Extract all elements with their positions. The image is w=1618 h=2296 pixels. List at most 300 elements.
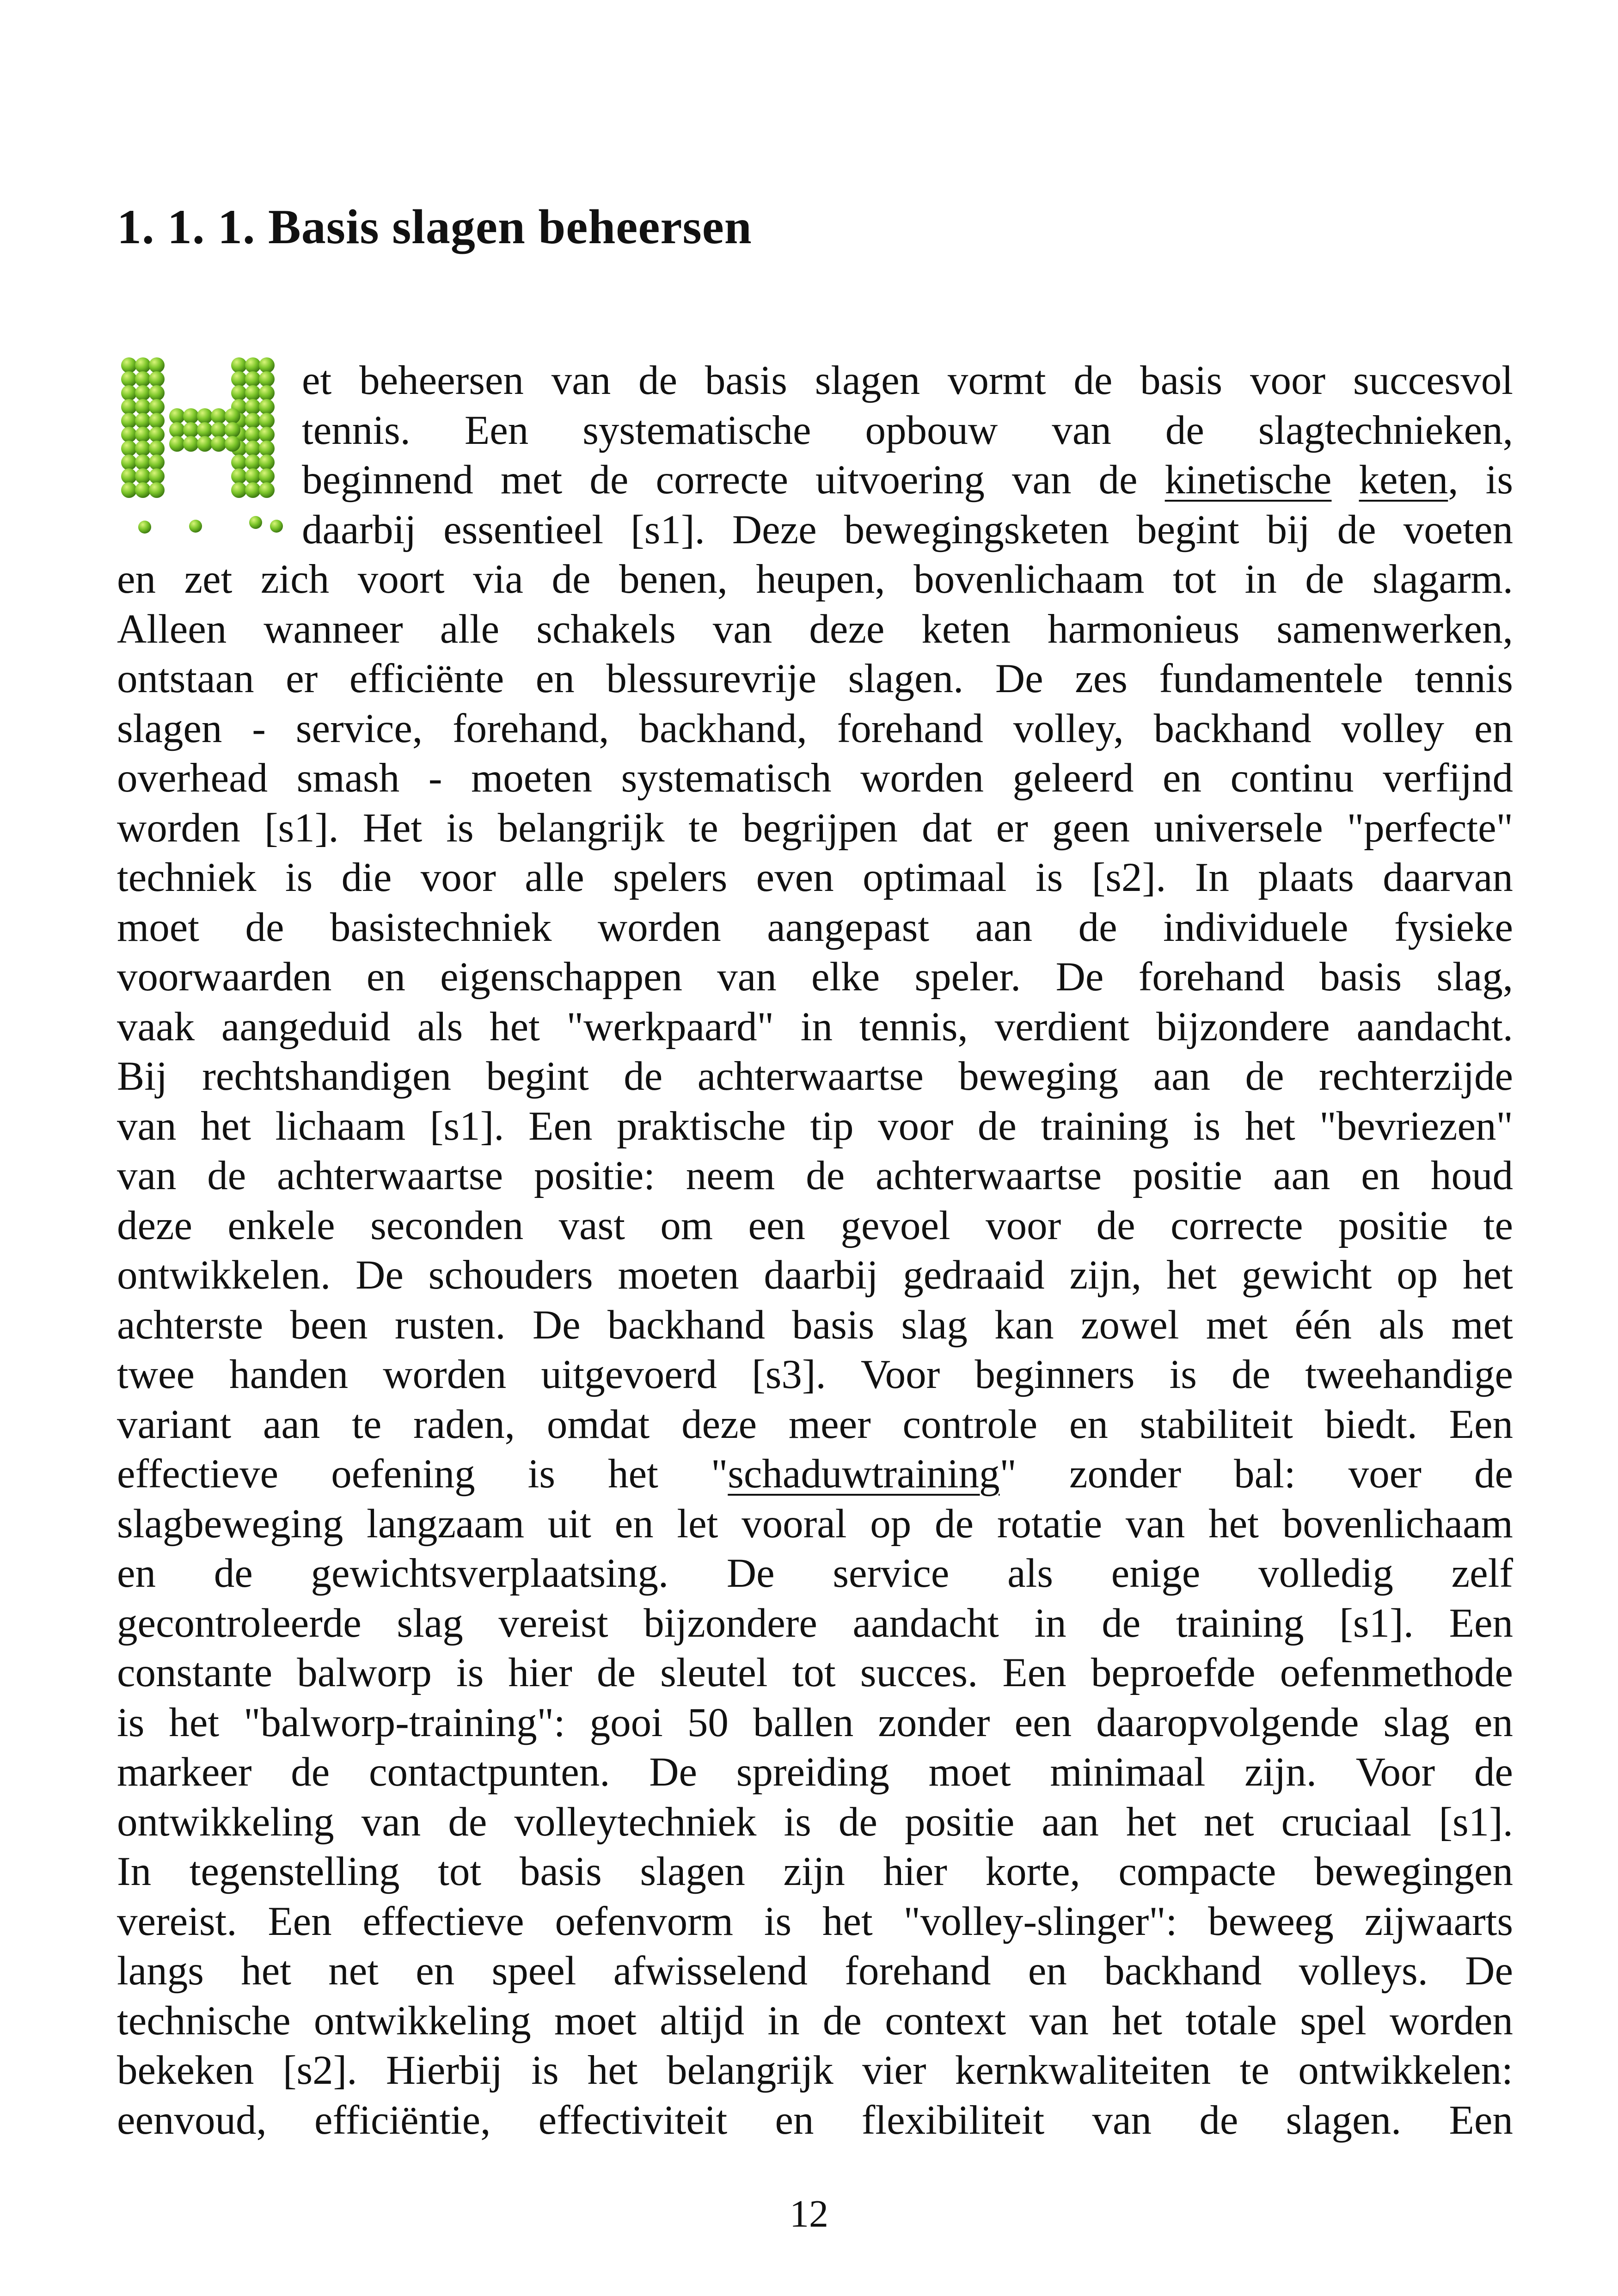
word-group (190, 1847, 400, 1897)
word-group (986, 1847, 1080, 1897)
word-group (617, 1102, 786, 1152)
word: deze (117, 1203, 193, 1248)
word: is (784, 1799, 811, 1845)
word-group (1250, 356, 1325, 406)
word: markeer (117, 1750, 252, 1795)
word-group (117, 1201, 192, 1251)
text-line (117, 1499, 1513, 1549)
word: [s1]. (429, 1103, 504, 1149)
word-group (291, 1748, 330, 1798)
word-group (1081, 1301, 1179, 1351)
word: zijwaarts (1364, 1898, 1513, 1944)
word-group (1415, 654, 1513, 704)
word: wanneer (264, 606, 403, 652)
word: slag (901, 1302, 968, 1348)
word: van (712, 606, 772, 652)
word: de (806, 1153, 845, 1198)
word: een (748, 1203, 806, 1248)
word: spreiding (736, 1750, 889, 1795)
word-group (117, 1251, 331, 1301)
word: "perfecte" (1347, 805, 1513, 851)
word: voor (1250, 358, 1326, 403)
word-group (756, 853, 834, 903)
word-group (996, 804, 1028, 853)
word: constante (117, 1650, 273, 1695)
word-group (974, 1350, 1134, 1400)
word: hier (508, 1650, 572, 1695)
word-group (810, 1102, 853, 1152)
text-line (117, 1251, 1513, 1301)
word: is (1169, 1352, 1197, 1397)
text-line (117, 2046, 1513, 2096)
word-group (263, 1400, 320, 1450)
word: aangeduid (221, 1004, 391, 1050)
word: backhand (1104, 1948, 1262, 1994)
word: "werkpaard" (566, 1004, 774, 1050)
word-group (1166, 1251, 1217, 1301)
word-group (789, 1400, 871, 1450)
word-group (1208, 1897, 1334, 1947)
word-group (548, 1499, 591, 1549)
word: de (597, 1650, 636, 1695)
word: beproefde (1091, 1650, 1256, 1695)
word: De (1055, 954, 1104, 1000)
word-group (689, 804, 718, 853)
word: tot (438, 1849, 482, 1894)
word-group (117, 1748, 252, 1798)
word-group (1305, 1350, 1513, 1400)
word: in (800, 1004, 833, 1050)
word-group (117, 1151, 177, 1201)
text-line (117, 555, 1513, 605)
word-group (184, 555, 233, 605)
word-group (711, 1449, 1017, 1499)
word: de (822, 1998, 862, 2044)
word-group (1069, 1449, 1181, 1499)
word: Een (1449, 2097, 1513, 2143)
word: forehand, (453, 706, 609, 751)
word: in (767, 1998, 800, 2044)
word-group (202, 1052, 451, 1102)
word: en (1474, 706, 1513, 751)
word: " (711, 1451, 728, 1497)
word: voer (1348, 1451, 1422, 1497)
word-group (117, 804, 240, 853)
word: schakels (536, 606, 676, 652)
word-group (1325, 1400, 1417, 1450)
word-group (264, 804, 339, 853)
word: zijn. (1244, 1750, 1317, 1795)
word-group (811, 952, 880, 1002)
word: het (608, 1451, 658, 1497)
word-group (117, 555, 156, 605)
word-group (1208, 1499, 1259, 1549)
word-group (520, 1847, 602, 1897)
word: overhead (117, 755, 268, 801)
word-group (1474, 1698, 1513, 1748)
word-group (302, 455, 473, 505)
word: met (1451, 1302, 1513, 1348)
word: succesvol (1353, 358, 1513, 403)
word-group (994, 1301, 1054, 1351)
word: cruciaal (1281, 1799, 1412, 1845)
word: compacte (1118, 1849, 1276, 1894)
word: [s2]. (1091, 855, 1166, 900)
word: dat (921, 805, 972, 851)
word-group (1048, 605, 1239, 655)
word-group (453, 704, 609, 754)
word: de (1245, 1054, 1284, 1099)
word: de (1305, 557, 1344, 602)
word-group (413, 1400, 515, 1450)
word: Een (464, 407, 529, 453)
word-group (844, 505, 1109, 555)
word-group (1104, 1946, 1262, 1996)
word: aan (1042, 1799, 1099, 1845)
word-group (860, 754, 984, 804)
word: raden, (413, 1401, 515, 1447)
word-group (283, 2046, 357, 2096)
word-group (421, 853, 496, 903)
word: vier (862, 2048, 926, 2093)
word-group (1390, 1996, 1513, 2046)
word-group (922, 804, 972, 853)
word: van (1125, 1501, 1185, 1547)
word-group (1133, 1151, 1242, 1201)
word: en (117, 557, 156, 602)
word: [s3]. (752, 1352, 826, 1397)
word: slagen. (1286, 2097, 1402, 2143)
word-group (1373, 555, 1513, 605)
word: de (977, 1103, 1017, 1149)
word-group (978, 1102, 1017, 1152)
word: en (1474, 1700, 1513, 1745)
word: basis (1319, 954, 1402, 1000)
word: om (660, 1203, 713, 1248)
word: bovenlichaam (913, 557, 1145, 602)
word-group (1052, 406, 1111, 456)
word-group (639, 704, 807, 754)
word: houd (1431, 1153, 1513, 1198)
word: contactpunten. (369, 1750, 610, 1795)
word: opbouw (865, 407, 998, 453)
word: is (1193, 1103, 1221, 1149)
word: langs (117, 1948, 204, 1994)
word-group (117, 1847, 151, 1897)
word-group (201, 1102, 251, 1152)
word-group (1013, 754, 1134, 804)
word-group (815, 356, 920, 406)
word: " (999, 1451, 1017, 1497)
word: uit (547, 1501, 591, 1547)
text-line (117, 903, 1513, 953)
word-group (1070, 1251, 1142, 1301)
word: via (473, 557, 523, 602)
word-group (764, 1251, 878, 1301)
word: met (500, 457, 563, 503)
word-group (1112, 1996, 1162, 2046)
word-group (852, 1599, 999, 1649)
word-group (252, 704, 266, 754)
word: de (1474, 1451, 1513, 1497)
word-group (1465, 1946, 1513, 1996)
word: - (252, 706, 266, 751)
word-group (1451, 1301, 1513, 1351)
word: uitvoering (815, 457, 985, 503)
word-group (613, 1946, 808, 1996)
word-group (1314, 1847, 1513, 1897)
word: net (328, 1948, 379, 1994)
word-group (1153, 1052, 1211, 1102)
word-group (1163, 754, 1201, 804)
word: "balworp-training": (244, 1700, 565, 1745)
word: met (1206, 1302, 1268, 1348)
word: [s1]. (631, 507, 705, 553)
word-group (905, 1798, 1014, 1848)
word-group (1353, 356, 1513, 406)
word-group (446, 804, 473, 853)
word-group (870, 1499, 911, 1549)
word: slagarm. (1373, 557, 1513, 602)
word: de (624, 1054, 663, 1099)
word-group (169, 1698, 219, 1748)
word-group (1452, 1549, 1513, 1599)
word-group (903, 1251, 1044, 1301)
word-group (792, 1648, 836, 1698)
word: biedt. (1324, 1401, 1417, 1447)
word: efficiënte (349, 656, 504, 701)
word-group (839, 1798, 877, 1848)
word: balworp (297, 1650, 432, 1695)
text-line (117, 1748, 1513, 1798)
word: het (1166, 1252, 1217, 1298)
word-group (736, 1748, 889, 1798)
word-group (1356, 1002, 1513, 1052)
word-group (624, 1052, 662, 1102)
word-group (264, 605, 403, 655)
word-group (117, 654, 254, 704)
word: twee (117, 1352, 195, 1397)
word: korte, (985, 1849, 1080, 1894)
word: en (1028, 1948, 1067, 1994)
word-group (809, 605, 884, 655)
word: tegenstelling (189, 1849, 400, 1894)
word-group (921, 605, 1011, 655)
word-group (117, 952, 332, 1002)
word-group (1097, 1201, 1135, 1251)
word: [s1]. (1439, 1799, 1513, 1845)
text-line (117, 356, 1513, 406)
word: als (1379, 1302, 1425, 1348)
word: De (355, 1252, 404, 1298)
word: let (677, 1501, 718, 1547)
word: Een (528, 1103, 593, 1149)
word-group (438, 1847, 481, 1897)
word: die (341, 855, 392, 900)
word-group (1136, 505, 1239, 555)
word-group (801, 1002, 833, 1052)
word: even (756, 855, 834, 900)
word: en (1361, 1153, 1400, 1198)
word: totale (1185, 1998, 1277, 2044)
word-group (582, 406, 811, 456)
word-group (705, 356, 787, 406)
word-group (1361, 1151, 1400, 1201)
word: kernkwaliteiten (955, 2048, 1211, 2093)
word-group (677, 1499, 718, 1549)
text-line (117, 1698, 1513, 1748)
word-group (1139, 952, 1285, 1002)
word-group (1012, 455, 1072, 505)
word-group (1007, 1549, 1053, 1599)
underlined-term: schaduwtraining (728, 1451, 1000, 1497)
word-group (589, 455, 628, 505)
word-group (117, 853, 256, 903)
word-group (1193, 1102, 1220, 1152)
word-group (1436, 952, 1513, 1002)
word: en (117, 1551, 156, 1596)
word: continu (1230, 755, 1354, 801)
word-group (598, 903, 721, 953)
word: beweging (958, 1054, 1119, 1099)
word-group (1091, 1648, 1256, 1698)
word-group (285, 853, 313, 903)
word-group (448, 1798, 487, 1848)
word: bewegingen (1314, 1849, 1513, 1894)
word: voorwaarden (117, 954, 332, 1000)
word: training (1176, 1600, 1304, 1646)
word: elke (811, 954, 880, 1000)
word-group (498, 804, 665, 853)
word-group (1439, 1798, 1513, 1848)
word-group (498, 1599, 608, 1649)
word-group (1075, 654, 1128, 704)
word: het (1208, 1501, 1259, 1547)
word-group (525, 853, 584, 903)
word: bewegingsketen (844, 507, 1109, 553)
text-line (117, 1449, 1513, 1499)
word-group (1036, 853, 1063, 903)
word: langzaam (367, 1501, 525, 1547)
word: backhand, (639, 706, 807, 751)
word: de (838, 1799, 877, 1845)
word-group (1165, 455, 1332, 505)
word-group (902, 1400, 1037, 1450)
word: en (1069, 1401, 1108, 1447)
word: effectiviteit (538, 2097, 728, 2143)
word: tennis. (302, 407, 411, 453)
word: individuele (1163, 904, 1348, 950)
word-group (370, 1201, 523, 1251)
word: het (490, 1004, 540, 1050)
word-group (1056, 952, 1104, 1002)
word: volley, (1013, 706, 1124, 751)
word: Voor (1355, 1750, 1435, 1795)
word-group (1403, 505, 1513, 555)
word-group (1140, 356, 1222, 406)
word-group (1449, 1599, 1513, 1649)
word-group (302, 356, 331, 406)
word: is (1485, 457, 1513, 503)
word-group (227, 1201, 335, 1251)
word-group (1165, 406, 1204, 456)
word: van (717, 954, 777, 1000)
word: zelf (1451, 1551, 1513, 1596)
word-group (296, 704, 423, 754)
word-group (117, 1996, 291, 2046)
word: een (1014, 1700, 1072, 1745)
word: te (352, 1401, 382, 1447)
word-group (1379, 1301, 1424, 1351)
word-group (1319, 1052, 1513, 1102)
word-group (1258, 406, 1513, 456)
word: forehand (845, 1948, 991, 1994)
word: zich (260, 557, 330, 602)
word-group (1015, 1698, 1072, 1748)
word-group (748, 1201, 806, 1251)
word: daaropvolgende (1096, 1700, 1359, 1745)
text-line (117, 1350, 1513, 1400)
word: positie (1338, 1203, 1448, 1248)
word-group (1397, 1251, 1438, 1301)
word-group (117, 1599, 362, 1649)
word: de (1098, 457, 1138, 503)
word-group (1013, 704, 1124, 754)
word-group (241, 1946, 291, 1996)
word: de (1096, 1203, 1135, 1248)
word: De (532, 1302, 581, 1348)
word-group (1050, 1748, 1205, 1798)
word-group (117, 1350, 195, 1400)
word: rusten. (394, 1302, 506, 1348)
word: de (589, 457, 629, 503)
word: handen (229, 1352, 349, 1397)
word: basis (792, 1302, 875, 1348)
word: geleerd (1012, 755, 1134, 801)
word: lichaam (275, 1103, 406, 1149)
word: worden (860, 755, 984, 801)
word: gewichtsverplaatsing. (311, 1551, 669, 1596)
word: moet (117, 904, 199, 950)
word: effectieve (362, 1898, 524, 1944)
word: voor (420, 855, 496, 900)
word: ontwikkelen: (1298, 2048, 1513, 2093)
word-group (117, 1698, 144, 1748)
word-group (1258, 853, 1354, 903)
word-group (268, 1897, 331, 1947)
word: De (649, 1750, 697, 1795)
word: slagbeweging (117, 1501, 343, 1547)
word-group (588, 2046, 638, 2096)
word-group (501, 455, 562, 505)
text-line (117, 1996, 1513, 2046)
word-group (473, 555, 523, 605)
word-group (1199, 2096, 1238, 2146)
word: is (764, 1898, 792, 1944)
word-group (536, 605, 676, 655)
word-group (649, 1748, 697, 1798)
word: Voor (860, 1352, 940, 1397)
word-group (117, 1449, 278, 1499)
word-group (397, 1599, 463, 1649)
word: zijn (783, 1849, 845, 1894)
word-group (314, 1996, 531, 2046)
word: de (552, 557, 591, 602)
word: basis (519, 1849, 602, 1894)
word: speel (491, 1948, 576, 1994)
word: systematisch (621, 755, 832, 801)
word: bekeken (117, 2048, 254, 2093)
